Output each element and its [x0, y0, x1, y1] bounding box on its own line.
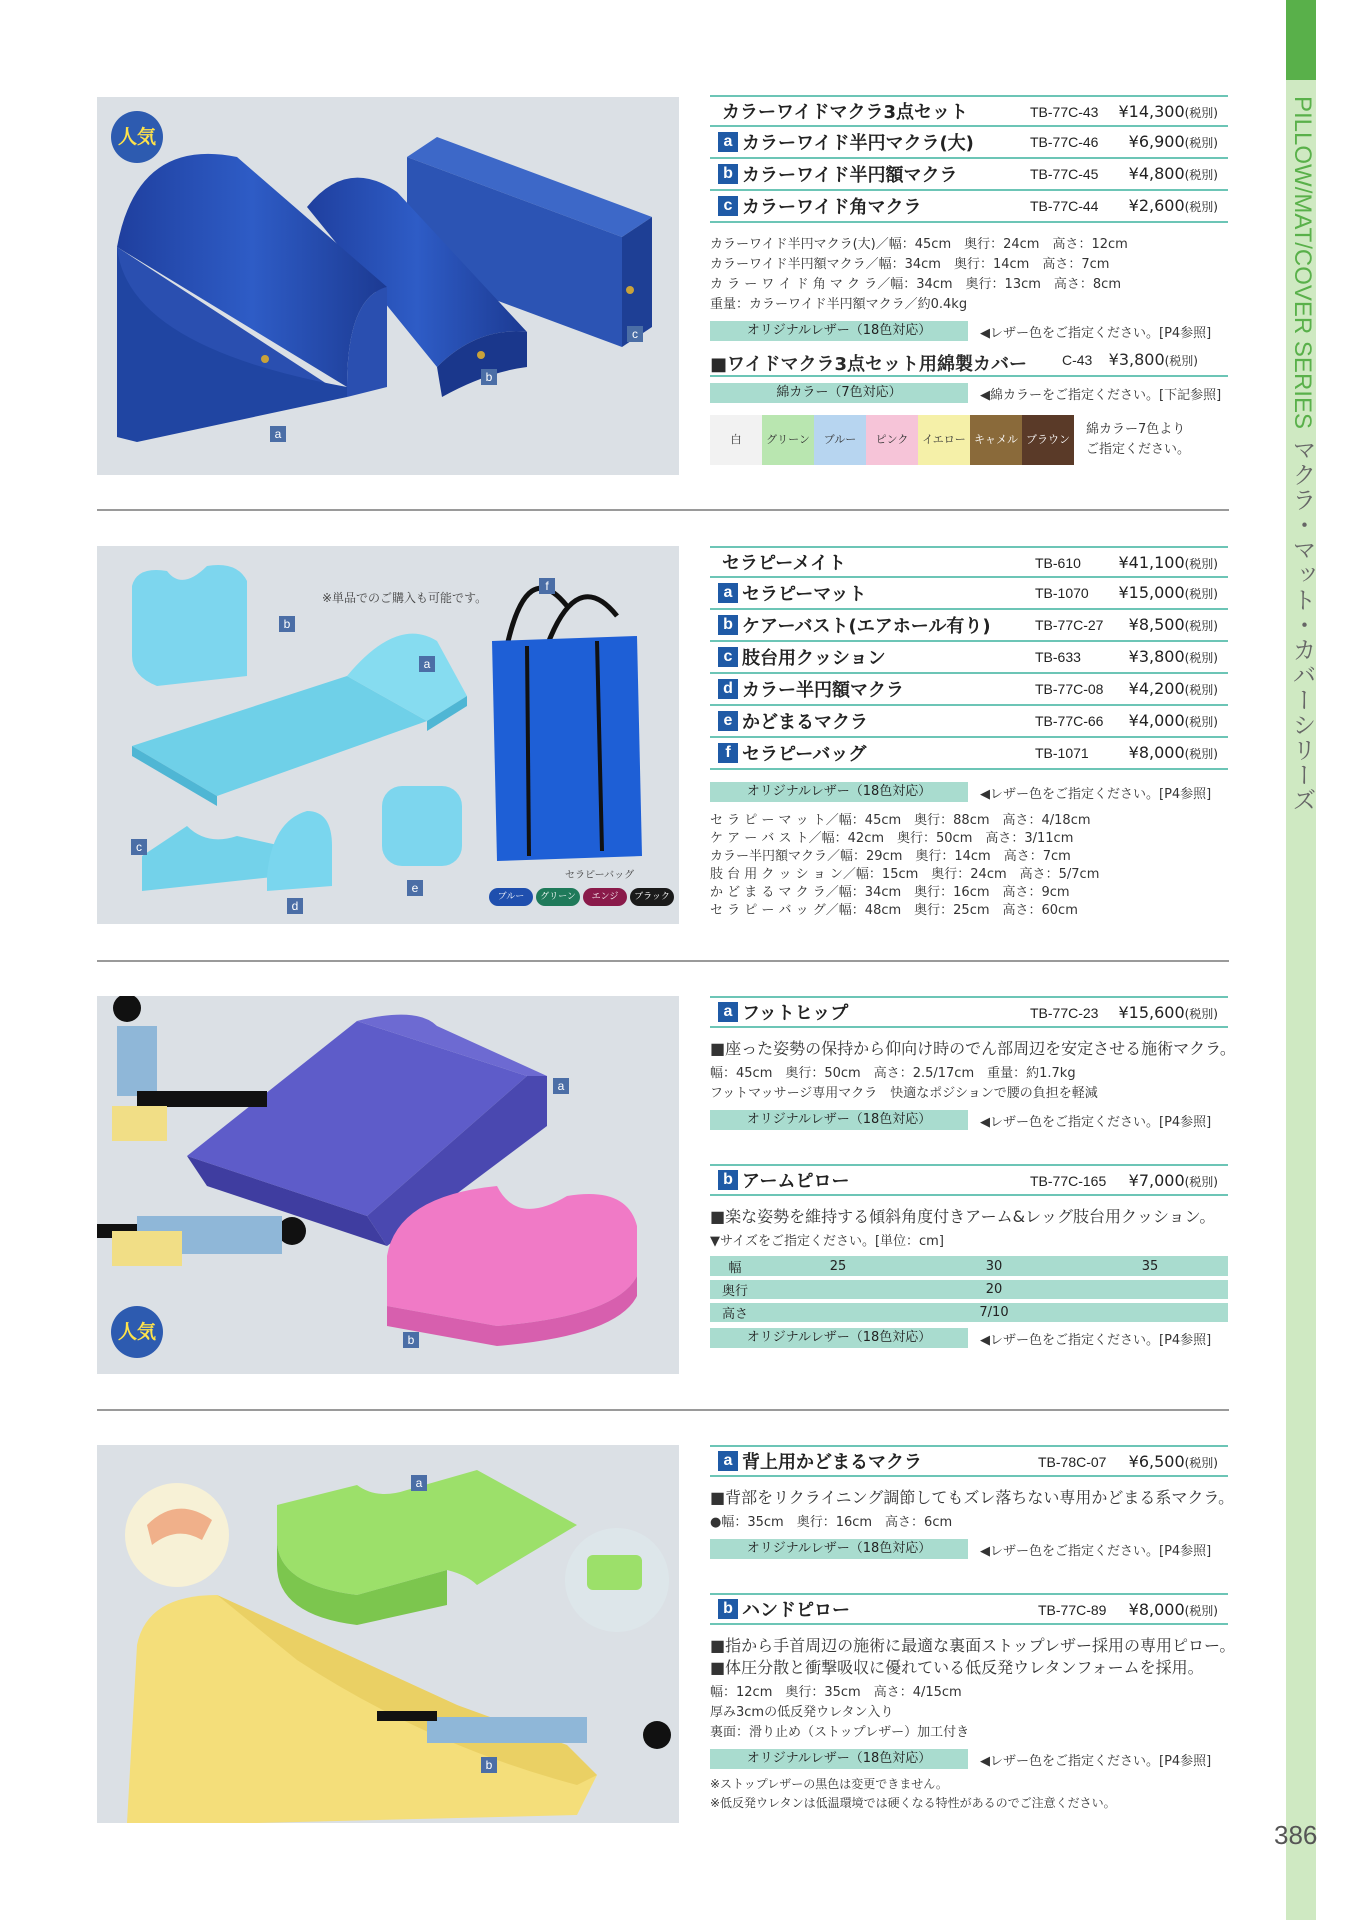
- item-mark: b: [718, 615, 738, 635]
- spec-line: 幅：12cm 奥行：35cm 高さ：4/15cm: [710, 1685, 962, 1700]
- size-table: [710, 1256, 1228, 1326]
- spec-line: か ど ま る マ ク ラ／幅：34cm 奥行：16cm 高さ：9cm: [710, 885, 1070, 900]
- product-price: ¥7,000(税別): [1128, 1171, 1218, 1190]
- size-header: 幅: [710, 1256, 760, 1278]
- item-mark: c: [718, 196, 738, 216]
- spec-line: ●幅：35cm 奥行：16cm 高さ：6cm: [710, 1515, 953, 1530]
- spec-line: フットマッサージ専用マクラ 快適なポジションで腰の負担を軽減: [710, 1086, 1098, 1101]
- cover-price: ¥3,800(税別): [1108, 350, 1198, 369]
- spec-line: カラーワイド半円マクラ(大)／幅：45cm 奥行：24cm 高さ：12cm: [710, 237, 1128, 252]
- photo-label-b: b: [279, 616, 295, 632]
- photo-label-a: a: [270, 426, 286, 442]
- size-row-depth: [710, 1278, 1228, 1301]
- foot-hip-illustration: [97, 996, 679, 1374]
- product-row: [710, 578, 1228, 610]
- product-name: 肢台用クッション: [742, 648, 886, 669]
- product-code: TB-77C-46: [1030, 134, 1099, 150]
- leather-note: [710, 1328, 1228, 1348]
- product-price: ¥3,800(税別): [1128, 647, 1218, 666]
- product-headline: ■楽な姿勢を維持する傾斜角度付きアーム&レッグ肢台用クッション。: [710, 1207, 1216, 1226]
- page-number: 386: [1274, 1820, 1318, 1850]
- swatch-blue: ブルー: [814, 415, 866, 465]
- product-name: カラー半円額マクラ: [742, 680, 904, 701]
- footnote: ※ストップレザーの黒色は変更できません。: [710, 1777, 948, 1791]
- cotton-ref: ◀綿カラーをご指定ください。[下記参照]: [980, 387, 1222, 403]
- product-row: [710, 95, 1228, 127]
- product-name: カラーワイド半円マクラ(大): [742, 133, 974, 154]
- product-price: ¥15,600(税別): [1118, 1003, 1218, 1022]
- photo-label-a: a: [419, 656, 435, 672]
- item-mark: f: [718, 743, 738, 763]
- size-header: 高さ: [710, 1301, 760, 1324]
- product-name: カラーワイド半円額マクラ: [742, 165, 958, 186]
- product-name: セラピーマット: [742, 584, 867, 605]
- product-row: [710, 1445, 1228, 1477]
- item-mark: b: [718, 164, 738, 184]
- leather-pill: オリジナルレザー（18色対応）: [710, 1749, 968, 1769]
- backrest-pillow-illustration: [97, 1445, 679, 1823]
- product-row: [710, 127, 1228, 159]
- product-row: [710, 706, 1228, 738]
- spec-list: [710, 1064, 1228, 1104]
- product-code: TB-77C-66: [1035, 713, 1104, 729]
- product-headline: ■指から手首周辺の施術に最適な裏面ストップレザー採用の専用ピロー。: [710, 1636, 1236, 1655]
- footnote: ※低反発ウレタンは低温環境では硬くなる特性があるのでご注意ください。: [710, 1796, 1116, 1810]
- photo-label-d: d: [287, 898, 303, 914]
- item-mark: b: [718, 1599, 738, 1619]
- product-price: ¥6,900(税別): [1128, 132, 1218, 151]
- photo-label-b: b: [481, 369, 497, 385]
- product-name: かどまるマクラ: [742, 712, 868, 733]
- spec-line: セ ラ ピ ー マ ッ ト／幅：45cm 奥行：88cm 高さ：4/18cm: [710, 813, 1091, 828]
- swatch-green: グリーン: [762, 415, 814, 465]
- spec-line: 厚み3cmの低反発ウレタン入り: [710, 1705, 894, 1720]
- product-price: ¥4,200(税別): [1128, 679, 1218, 698]
- photo-label-b: b: [481, 1757, 497, 1773]
- leather-ref: ◀レザー色をご指定ください。[P4参照]: [980, 1332, 1212, 1348]
- product-code: TB-77C-23: [1030, 1005, 1099, 1021]
- footnotes: [710, 1775, 1228, 1813]
- bag-color-black: ブラック: [630, 888, 674, 906]
- size-cell: 35: [1072, 1256, 1228, 1278]
- section3-panel: [710, 996, 1236, 1348]
- product-code: TB-77C-165: [1030, 1173, 1107, 1189]
- leather-pill: オリジナルレザー（18色対応）: [710, 1110, 968, 1130]
- product-row: [710, 642, 1228, 674]
- product-code: TB-77C-89: [1038, 1602, 1107, 1618]
- product-code: TB-77C-08: [1035, 681, 1104, 697]
- cotton-pill: 綿カラー（7色対応）: [710, 383, 968, 403]
- product-price: ¥4,800(税別): [1128, 164, 1218, 183]
- spec-line: 裏面：滑り止め（ストップレザー）加工付き: [710, 1725, 970, 1740]
- size-cell: 7/10: [760, 1301, 1228, 1324]
- product-headline: ■体圧分散と衝撃吸収に優れている低反発ウレタンフォームを採用。: [710, 1658, 1204, 1677]
- item-mark: a: [718, 583, 738, 603]
- popular-badge: 人気: [111, 1306, 163, 1358]
- spec-line: カ ラ ー ワ イ ド 角 マ ク ラ／幅：34cm 奥行：13cm 高さ：8cm: [710, 277, 1121, 292]
- spec-line: セ ラ ピ ー バ ッ グ／幅：48cm 奥行：25cm 高さ：60cm: [710, 903, 1078, 918]
- leather-ref: ◀レザー色をご指定ください。[P4参照]: [980, 786, 1212, 802]
- product-name: カラーワイドマクラ3点セット: [722, 102, 968, 123]
- product-row: [710, 546, 1228, 578]
- bag-label: セラピーバッグ: [565, 870, 635, 881]
- swatch-pink: ピンク: [866, 415, 918, 465]
- size-header: 奥行: [710, 1278, 760, 1301]
- section1-photo: [97, 97, 679, 475]
- cotton-note: [710, 383, 1228, 403]
- spec-line: カラー半円額マクラ／幅：29cm 奥行：14cm 高さ：7cm: [710, 849, 1071, 864]
- product-code: TB-633: [1035, 649, 1081, 665]
- leather-pill: オリジナルレザー（18色対応）: [710, 321, 968, 341]
- item-mark: d: [718, 679, 738, 699]
- cover-name: ■ワイドマクラ3点セット用綿製カバー: [710, 354, 1027, 375]
- product-row: [710, 610, 1228, 642]
- photo-label-c: c: [131, 839, 147, 855]
- cover-code: C-43: [1062, 352, 1093, 368]
- size-cell: 30: [916, 1256, 1072, 1278]
- leather-note: [710, 1539, 1228, 1559]
- product-code: TB-610: [1035, 555, 1081, 571]
- product-price: ¥8,000(税別): [1128, 743, 1218, 762]
- product-price: ¥8,500(税別): [1128, 615, 1218, 634]
- product-code: TB-1070: [1035, 585, 1089, 601]
- bag-color-green: グリーン: [536, 888, 580, 906]
- product-name: セラピーメイト: [722, 553, 847, 574]
- product-name: アームピロー: [742, 1171, 850, 1192]
- product-name: セラピーバッグ: [742, 744, 867, 765]
- product-price: ¥8,000(税別): [1128, 1600, 1218, 1619]
- item-mark: c: [718, 647, 738, 667]
- photo-label-c: c: [627, 326, 643, 342]
- cotton-swatches: [710, 415, 1228, 465]
- single-purchase-note: ※単品でのご購入も可能です。: [322, 591, 488, 605]
- section-divider: [97, 960, 1229, 962]
- photo-label-b: b: [403, 1332, 419, 1348]
- swatch-white: 白: [710, 415, 762, 465]
- leather-pill: オリジナルレザー（18色対応）: [710, 1328, 968, 1348]
- swatch-brown: ブラウン: [1022, 415, 1074, 465]
- leather-note: [710, 1110, 1228, 1130]
- product-code: TB-77C-27: [1035, 617, 1104, 633]
- leather-ref: ◀レザー色をご指定ください。[P4参照]: [980, 325, 1212, 341]
- product-name: カラーワイド角マクラ: [742, 197, 922, 218]
- product-code: TB-78C-07: [1038, 1454, 1107, 1470]
- leather-note: [710, 782, 1228, 802]
- leather-ref: ◀レザー色をご指定ください。[P4参照]: [980, 1753, 1212, 1769]
- pillow-set-illustration: [97, 97, 679, 475]
- size-row-width: [710, 1256, 1228, 1278]
- product-row: [710, 1164, 1228, 1196]
- leather-note: [710, 1749, 1228, 1769]
- leather-ref: ◀レザー色をご指定ください。[P4参照]: [980, 1543, 1212, 1559]
- product-code: TB-77C-43: [1030, 104, 1099, 120]
- side-title-jp: マクラ・マット・カバーシリーズ: [1288, 437, 1316, 813]
- product-name: 背上用かどまるマクラ: [742, 1452, 922, 1473]
- size-note: ▼サイズをご指定ください。[単位：cm]: [710, 1234, 944, 1249]
- section1-panel: [710, 95, 1228, 465]
- item-mark: a: [718, 1002, 738, 1022]
- product-name: ハンドピロー: [742, 1600, 850, 1621]
- item-mark: a: [718, 132, 738, 152]
- product-headline: ■座った姿勢の保持から仰向け時のでん部周辺を安定させる施術マクラ。: [710, 1039, 1236, 1058]
- product-price: ¥41,100(税別): [1118, 553, 1218, 572]
- side-strip-accent: [1286, 0, 1316, 80]
- leather-ref: ◀レザー色をご指定ください。[P4参照]: [980, 1114, 1212, 1130]
- photo-label-a: a: [553, 1078, 569, 1094]
- photo-label-e: e: [407, 880, 423, 896]
- item-mark: a: [718, 1451, 738, 1471]
- leather-pill: オリジナルレザー（18色対応）: [710, 782, 968, 802]
- product-price: ¥14,300(税別): [1118, 102, 1218, 121]
- item-mark: b: [718, 1170, 738, 1190]
- cover-row: [710, 345, 1228, 377]
- spec-list: [710, 812, 1228, 920]
- product-row: [710, 996, 1228, 1028]
- product-price: ¥6,500(税別): [1128, 1452, 1218, 1471]
- side-title-en: PILLOW/MAT/COVER SERIES: [1289, 96, 1316, 429]
- swatch-yellow: イエロー: [918, 415, 970, 465]
- product-row: [710, 674, 1228, 706]
- popular-badge: 人気: [111, 111, 163, 163]
- spec-line: 重量：カラーワイド半円額マクラ／約0.4kg: [710, 297, 968, 312]
- spec-line: カラーワイド半円額マクラ／幅：34cm 奥行：14cm 高さ：7cm: [710, 257, 1110, 272]
- bag-color-blue: ブルー: [489, 888, 533, 906]
- section4-photo: [97, 1445, 679, 1823]
- product-code: TB-1071: [1035, 745, 1089, 761]
- bag-color-enji: エンジ: [583, 888, 627, 906]
- swatch-camel: キャメル: [970, 415, 1022, 465]
- product-name: フットヒップ: [742, 1003, 849, 1024]
- size-cell: 25: [760, 1256, 916, 1278]
- side-title: [1272, 96, 1332, 856]
- spec-line: 幅：45cm 奥行：50cm 高さ：2.5/17cm 重量：約1.7kg: [710, 1066, 1076, 1081]
- product-code: TB-77C-45: [1030, 166, 1099, 182]
- photo-label-f: f: [539, 578, 555, 594]
- section-divider: [97, 509, 1229, 511]
- product-row: [710, 738, 1228, 770]
- section-divider: [97, 1409, 1229, 1411]
- spec-line: ケ ア ー バ ス ト／幅：42cm 奥行：50cm 高さ：3/11cm: [710, 831, 1074, 846]
- leather-pill: オリジナルレザー（18色対応）: [710, 1539, 968, 1559]
- spec-line: 肢 台 用 ク ッ シ ョ ン／幅：15cm 奥行：24cm 高さ：5/7cm: [710, 867, 1100, 882]
- product-price: ¥2,600(税別): [1128, 196, 1218, 215]
- section4-panel: [710, 1445, 1236, 1813]
- product-price: ¥4,000(税別): [1128, 711, 1218, 730]
- bag-colors: [489, 888, 674, 906]
- section2-photo: [97, 546, 679, 924]
- size-cell: 20: [760, 1278, 1228, 1301]
- product-row: [710, 191, 1228, 223]
- product-headline: ■背部をリクライニング調節してもズレ落ちない専用かどまる系マクラ。: [710, 1488, 1235, 1507]
- product-price: ¥15,000(税別): [1118, 583, 1218, 602]
- leather-note: [710, 321, 1228, 341]
- section2-panel: [710, 546, 1228, 920]
- swatch-note: 綿カラー7色より ご指定ください。: [1086, 422, 1191, 457]
- item-mark: e: [718, 711, 738, 731]
- product-name: ケアーバスト(エアホール有り): [742, 616, 991, 637]
- product-row: [710, 1593, 1228, 1625]
- spec-list: [710, 235, 1228, 315]
- photo-label-a: a: [411, 1475, 427, 1491]
- section3-photo: [97, 996, 679, 1374]
- spec-list: [710, 1683, 1228, 1743]
- size-row-height: [710, 1301, 1228, 1324]
- product-row: [710, 159, 1228, 191]
- product-code: TB-77C-44: [1030, 198, 1099, 214]
